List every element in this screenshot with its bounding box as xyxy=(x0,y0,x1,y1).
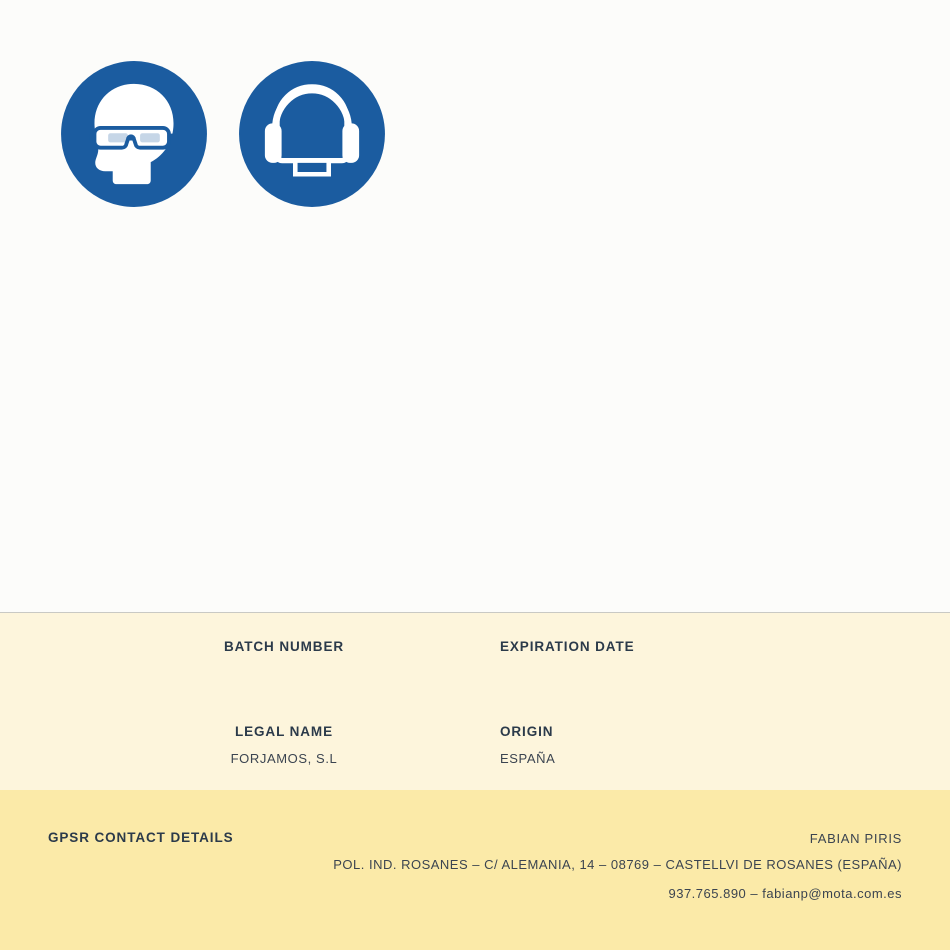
expiration-date-field xyxy=(500,639,840,666)
gpsr-contact-band xyxy=(0,790,950,950)
expiration-date-header: EXPIRATION DATE xyxy=(500,639,635,654)
legal-name-field xyxy=(114,724,454,766)
gpsr-title: GPSR CONTACT DETAILS xyxy=(48,830,234,845)
ear-protection-icon xyxy=(236,58,388,210)
origin-value: ESPAÑA xyxy=(500,751,556,766)
legal-name-header: LEGAL NAME xyxy=(234,724,333,739)
gpsr-contact-name: FABIAN PIRIS xyxy=(809,831,902,846)
batch-number-header: BATCH NUMBER xyxy=(223,639,345,654)
gpsr-address: POL. IND. ROSANES – C/ ALEMANIA, 14 – 08769 – CASTELLVI DE ROSANES (ESPAÑA) xyxy=(333,857,902,872)
product-info-band xyxy=(0,613,950,790)
origin-field xyxy=(500,724,840,766)
eye-protection-icon xyxy=(58,58,210,210)
pictogram-row xyxy=(58,58,388,210)
legal-name-value: FORJAMOS, S.L xyxy=(230,751,338,766)
batch-number-field xyxy=(114,639,454,666)
origin-header: ORIGIN xyxy=(500,724,554,739)
gpsr-phone-email: 937.765.890 – fabianp@mota.com.es xyxy=(668,886,902,901)
